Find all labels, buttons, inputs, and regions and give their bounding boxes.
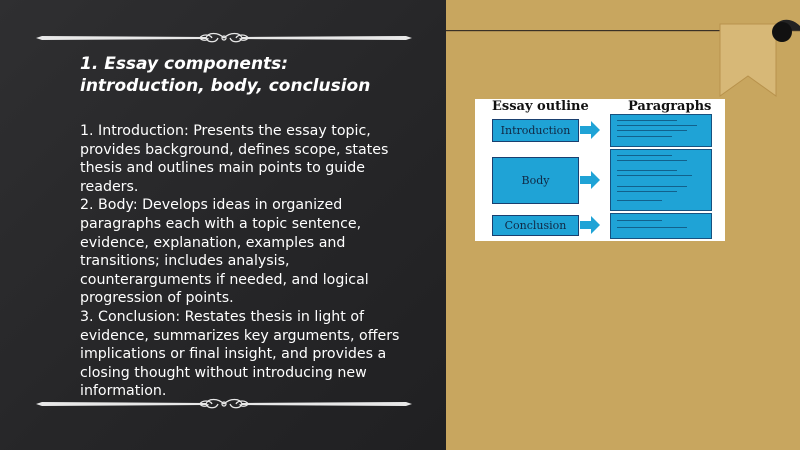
stage-label-conclusion: Conclusion: [504, 219, 567, 232]
body-text: [80, 122, 420, 401]
stage-body: [492, 157, 579, 204]
body-line-body: 2. Body: Develops ideas in organized paragraphs each with a topic sentence, evidence, explanation, examples and transitions; includes analysis, counterarguments if needed, and logical progression of points.: [80, 197, 369, 307]
body-line-introduction: 1. Introduction: Presents the essay topic, provides background, defines scope, states thesis and outlines main points to guide readers.: [80, 123, 389, 195]
stage-conclusion: [492, 215, 579, 236]
paragraph-box-conclusion: [610, 213, 712, 239]
body-line-conclusion: 3. Conclusion: Restates thesis in light of evidence, summarizes key arguments, offers implications or final insight, and provides a closing thought without introducing new information.: [80, 308, 400, 400]
arrow-right-icon: [580, 171, 600, 189]
bookmark-tab-shape: [718, 18, 800, 100]
paragraph-box-body: [610, 149, 712, 211]
slide-title: 1. Essay components: introduction, body, conclusion: [80, 54, 371, 96]
stage-label-body: Body: [521, 174, 550, 187]
diagram-header-paragraphs: Paragraphs: [628, 99, 712, 114]
stage-introduction: [492, 119, 579, 142]
ornament-divider-top: [36, 31, 412, 45]
essay-outline-diagram: [475, 99, 725, 241]
ornament-divider-bottom: [36, 397, 412, 411]
stage-label-introduction: Introduction: [500, 124, 571, 137]
diagram-header-outline: Essay outline: [492, 99, 589, 114]
arrow-right-icon: [580, 121, 600, 139]
paragraph-box-introduction: [610, 114, 712, 147]
arrow-right-icon: [580, 216, 600, 234]
